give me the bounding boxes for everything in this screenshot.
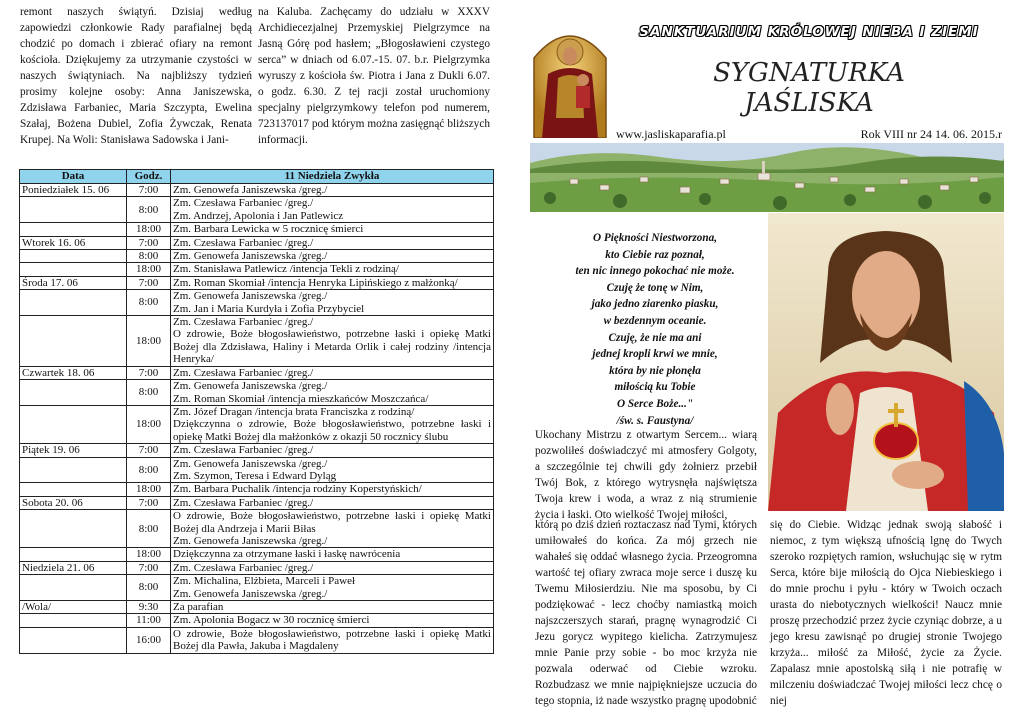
time-cell: 7:00	[127, 444, 171, 457]
faustyna-poem	[536, 230, 774, 429]
time-cell: 8:00	[127, 510, 171, 548]
intention-cell: Zm. Czesława Farbaniec /greg./	[171, 561, 494, 574]
table-row	[20, 575, 494, 601]
time-cell: 8:00	[127, 250, 171, 263]
prayer-paragraph-1: Ukochany Mistrzu z otwartym Sercem... wiarą pozwoliłeś doświadczyć mi atmosfery Golgoty, a szczególnie tej chwili gdy żołnierz przebił Twój Bok, z którego wytrysnęła najświętsza Twoja krew i woda, a wraz z nią strumienie życia i łaski. Oto wielkość Twojej miłości,	[535, 429, 757, 521]
intention-cell: Zm. Genowefa Janiszewska /greg./ Zm. Roman Skomiał /intencja mieszkańców Moszczańca/	[171, 380, 494, 406]
table-row	[20, 197, 494, 223]
table-row	[20, 614, 494, 627]
day-cell: Sobota 20. 06	[20, 496, 127, 509]
day-cell	[20, 510, 127, 548]
prayer-text-part-3	[770, 517, 1002, 709]
time-cell: 7:00	[127, 236, 171, 249]
poem-line: ten nic innego pokochać nie może.	[575, 265, 735, 278]
poem-line: O Serce Boże..."	[616, 397, 694, 410]
time-cell: 8:00	[127, 380, 171, 406]
time-cell: 7:00	[127, 276, 171, 289]
time-cell: 8:00	[127, 575, 171, 601]
intention-cell: Zm. Genowefa Janiszewska /greg./	[171, 250, 494, 263]
poem-line: w bezdennym oceanie.	[603, 314, 707, 327]
table-row	[20, 290, 494, 316]
table-row	[20, 510, 494, 548]
prayer-paragraph-3: się do Ciebie. Widząc jednak swoją słabość i niemoc, z tym większą ufnością lgnę do Twych szeroko rozpiętych ramion, wsłuchując się w rytm Serca, które bije miłością do Ojca Niebieskiego i do mnie prochu i pyłu - który w Twoich oczach urasta do niebotycznych wielkości! Naucz mnie proszę przechodzić przez życie czyniąc dobrze, a u jego kresu zawisnąć po drugiej stronie Twojego krzyża... miłość za Miłość, życie za Życie. Zapalasz mnie apostolską siłą i nie potrafię w milczeniu doświadczać Twojej miłości lecz chcę o niej	[770, 519, 1002, 707]
intention-cell: Zm. Barbara Lewicka w 5 rocznicę śmierci	[171, 223, 494, 236]
newsletter-title	[618, 58, 1000, 118]
village-panorama-image	[530, 143, 1004, 212]
time-cell: 11:00	[127, 614, 171, 627]
website-link[interactable]: www.jasliskaparafia.pl	[616, 127, 726, 141]
title-line-2: JAŚLISKA	[744, 88, 874, 118]
table-row	[20, 276, 494, 289]
poem-line: O Piękności Niestworzona,	[592, 232, 717, 244]
prayer-text-part-1	[535, 427, 757, 523]
day-cell: Środa 17. 06	[20, 276, 127, 289]
table-row	[20, 380, 494, 406]
day-cell: Piątek 19. 06	[20, 444, 127, 457]
time-cell: 18:00	[127, 548, 171, 561]
time-cell: 18:00	[127, 405, 171, 443]
table-row	[20, 263, 494, 276]
intention-cell: Zm. Apolonia Bogacz w 30 rocznicę śmierci	[171, 614, 494, 627]
poem-line: która by nie płonęła	[609, 364, 701, 377]
table-row	[20, 548, 494, 561]
time-cell: 7:00	[127, 184, 171, 197]
prayer-paragraph-2: którą po dziś dzień roztaczasz nad Tymi, których umiłowałeś do końca. Za mój grzech nie wahałeś się oddać własnego życia. Przeogromna wartość tej ofiary zwraca moje serce i duszę ku Twemu Miłosierdziu. Nie ma sposobu, by Ci podziękować - lecz choćby namiastką moich najszczerszych starań, pragnę wynagrodzić Ci Jezu gorycz wypitego kielicha. Zatrzymujesz mnie Panie przy sobie - bo moc krzyża nie pozwala oderwać od Ciebie wzroku. Rozbudzasz we mnie najpiękniejsze uczucia do tego stopnia, iż nade wszystko pragnę upodobnić	[535, 519, 757, 707]
day-cell	[20, 290, 127, 316]
intention-cell: Zm. Genowefa Janiszewska /greg./	[171, 184, 494, 197]
time-cell: 9:30	[127, 601, 171, 614]
mass-schedule-table	[19, 169, 494, 654]
poem-line: /św. s. Faustyna/	[616, 414, 694, 427]
intention-cell: O zdrowie, Boże błogosławieństwo, potrzebne łaski i opiekę Matki Bożej dla Andrzeja i Marii Biłas Zm. Genowefa Janiszewska /greg./	[171, 510, 494, 548]
table-row	[20, 496, 494, 509]
time-cell: 18:00	[127, 223, 171, 236]
time-cell: 18:00	[127, 483, 171, 496]
table-row	[20, 457, 494, 483]
day-cell	[20, 405, 127, 443]
sacred-heart-image	[768, 213, 1004, 511]
day-cell	[20, 380, 127, 406]
table-row	[20, 601, 494, 614]
poem-line: Czuję że tonę w Nim,	[606, 281, 704, 294]
schedule-body	[20, 184, 494, 654]
header-intention: 11 Niedziela Zwykła	[171, 170, 494, 184]
time-cell: 8:00	[127, 290, 171, 316]
time-cell: 16:00	[127, 627, 171, 653]
madonna-icon-image	[530, 18, 610, 138]
table-row	[20, 316, 494, 367]
time-cell: 18:00	[127, 316, 171, 367]
day-cell	[20, 483, 127, 496]
poem-line: jako jedno ziarenko piasku,	[591, 298, 719, 311]
time-cell: 18:00	[127, 263, 171, 276]
intention-cell: Zm. Czesława Farbaniec /greg./ O zdrowie, Boże błogosławieństwo, potrzebne łaski i opiekę Matki Bożej dla Zdzisława, Haliny i Metarda Orlik i całej rodziny /intencja Henryka/	[171, 316, 494, 367]
table-row	[20, 561, 494, 574]
day-cell: Poniedziałek 15. 06	[20, 184, 127, 197]
table-row	[20, 405, 494, 443]
day-cell	[20, 627, 127, 653]
intention-cell: Dziękczynna za otrzymane łaski i łaskę nawrócenia	[171, 548, 494, 561]
intro-column-2	[258, 4, 490, 148]
table-row	[20, 236, 494, 249]
intention-cell: Zm. Genowefa Janiszewska /greg./ Zm. Jan i Maria Kurdyła i Zofia Przybyciel	[171, 290, 494, 316]
time-cell: 8:00	[127, 197, 171, 223]
intention-cell: Zm. Barbara Puchalik /intencja rodziny Koperstyńskich/	[171, 483, 494, 496]
table-row	[20, 366, 494, 379]
poem-line: kto Ciebie raz poznał,	[605, 248, 705, 261]
day-cell: Wtorek 16. 06	[20, 236, 127, 249]
table-row	[20, 627, 494, 653]
intention-cell: Zm. Józef Dragan /intencja brata Franciszka z rodziną/ Dziękczynna o zdrowie, Boże błogosławieństwo, potrzebne łaski i opiekę Matki Bożej dla małżonków z okazji 50 rocznicy ślubu	[171, 405, 494, 443]
issue-info: Rok VIII nr 24 14. 06. 2015.r	[860, 127, 1002, 141]
poem-line: jednej kropli krwi we mnie,	[592, 348, 718, 361]
intention-cell: Zm. Roman Skomiał /intencja Henryka Lipińskiego z małżonką/	[171, 276, 494, 289]
day-cell	[20, 197, 127, 223]
table-row	[20, 223, 494, 236]
time-cell: 7:00	[127, 561, 171, 574]
day-cell: Czwartek 18. 06	[20, 366, 127, 379]
intention-cell: Zm. Czesława Farbaniec /greg./ Zm. Andrzej, Apolonia i Jan Patlewicz	[171, 197, 494, 223]
day-cell: Niedziela 21. 06	[20, 561, 127, 574]
table-row	[20, 250, 494, 263]
day-cell	[20, 548, 127, 561]
intro-text-1: remont naszych świątyń. Dzisiaj według zapowiedzi członkowie Rady parafialnej będą chodzić po domach i zbierać ofiary na remont kościoła. Dziękujemy za utrzymanie czystości w naszych świątyniach. Na najbliższy tydzień prosimy kolejne osoby: Anna Janiszewska, Zdzisława Farbaniec, Maria Szczypta, Ewelina Szałaj, Bożena Dubiel, Zofia Żywczak, Renata Krupej. Na Woli: Stanisława Sadowska i Jani-	[20, 6, 252, 146]
intention-cell: Zm. Czesława Farbaniec /greg./	[171, 496, 494, 509]
intro-column-1	[20, 4, 252, 148]
prayer-text-part-2	[535, 517, 757, 709]
header-day: Data	[20, 170, 127, 184]
day-cell	[20, 614, 127, 627]
intro-text-2: na Kaluba. Zachęcamy do udziału w XXXV Archidiecezjalnej Przemyskiej Pielgrzymce na Jasną Górę pod hasłem; „Błogosławieni czystego serca” w dniach od 6.07.-15. 07. b.r. Pielgrzymka wyruszy z kościoła św. Piotra i Jana z Dukli 6.07. o godz. 6.30. Z tej racji został uruchomiony specjalny pielgrzymkowy telefon pod numerem, 723137017 pod którym można zasięgnąć bliższych informacji.	[258, 6, 490, 146]
table-header-row	[20, 170, 494, 184]
day-cell	[20, 316, 127, 367]
intention-cell: Zm. Czesława Farbaniec /greg./	[171, 444, 494, 457]
day-cell	[20, 457, 127, 483]
day-cell	[20, 575, 127, 601]
day-cell	[20, 250, 127, 263]
title-line-1: SYGNATURKA	[713, 58, 905, 88]
intention-cell: Zm. Stanisława Patlewicz /intencja Tekli z rodziną/	[171, 263, 494, 276]
day-cell: /Wola/	[20, 601, 127, 614]
day-cell	[20, 223, 127, 236]
time-cell: 7:00	[127, 366, 171, 379]
intention-cell: Zm. Czesława Farbaniec /greg./	[171, 366, 494, 379]
intention-cell: Za parafian	[171, 601, 494, 614]
intention-cell: Zm. Genowefa Janiszewska /greg./ Zm. Szymon, Teresa i Edward Dyląg	[171, 457, 494, 483]
intention-cell: Zm. Michalina, Elżbieta, Marceli i Paweł Zm. Genowefa Janiszewska /greg./	[171, 575, 494, 601]
table-row	[20, 444, 494, 457]
sanctuary-banner: SANKTUARIUM KRÓLOWEJ NIEBA I ZIEMI	[639, 24, 979, 40]
intention-cell: O zdrowie, Boże błogosławieństwo, potrzebne łaski i opiekę Matki Bożej dla Pawła, Jakuba i Magdaleny	[171, 627, 494, 653]
intention-cell: Zm. Czesława Farbaniec /greg./	[171, 236, 494, 249]
poem-line: Czuję, że nie ma ani	[608, 331, 702, 344]
table-row	[20, 483, 494, 496]
time-cell: 7:00	[127, 496, 171, 509]
table-row	[20, 184, 494, 197]
day-cell	[20, 263, 127, 276]
header-time: Godz.	[127, 170, 171, 184]
time-cell: 8:00	[127, 457, 171, 483]
poem-line: miłością ku Tobie	[614, 381, 696, 394]
